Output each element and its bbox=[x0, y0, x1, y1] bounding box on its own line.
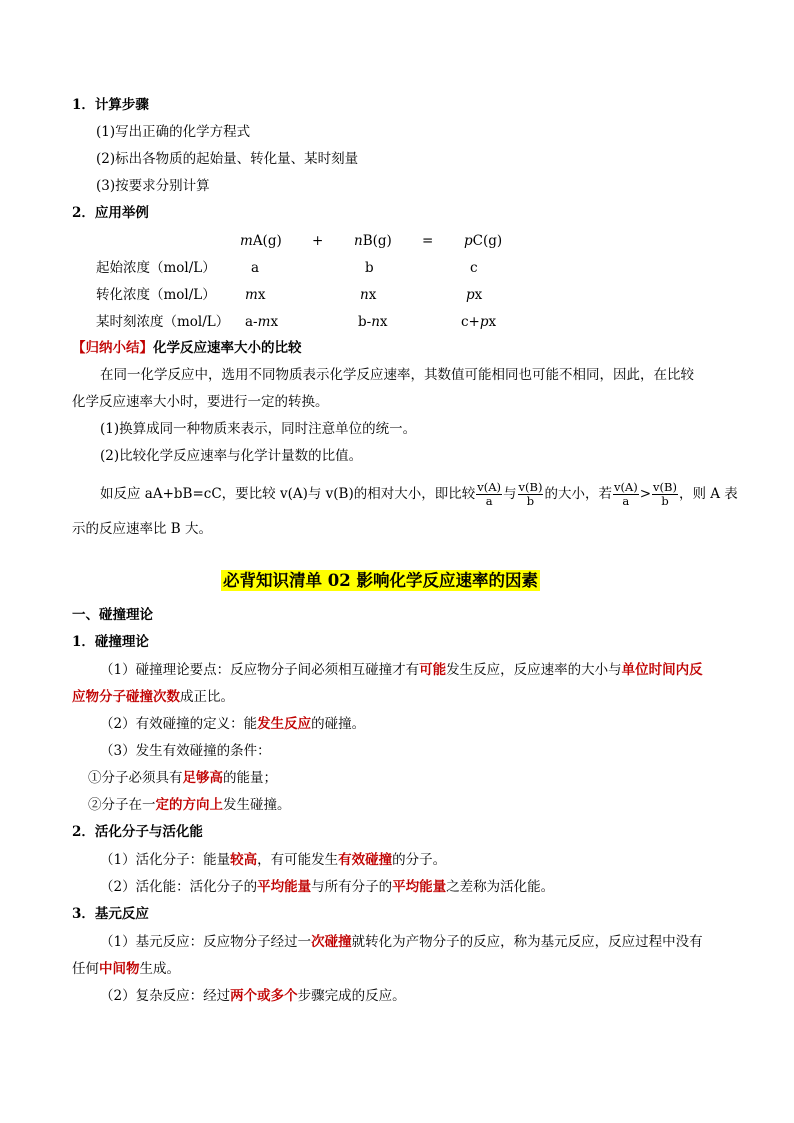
summary-tag: 【归纳小结】 bbox=[72, 340, 153, 356]
summary-para-2: (1)换算成同一种物质来表示，同时注意单位的统一。 bbox=[100, 421, 417, 437]
cell-moment-c: c+px bbox=[461, 314, 497, 330]
eq-term-b: nB(g) bbox=[354, 233, 392, 249]
heading-elementary-reaction: 3．基元反应 bbox=[72, 906, 149, 922]
effective-collision-def: （2）有效碰撞的定义：能发生反应的碰撞。 bbox=[100, 716, 366, 732]
condition-2: ②分子在一定的方向上发生碰撞。 bbox=[88, 797, 291, 813]
fraction-vb-b: $\frac{v(B)}{b}$ bbox=[518, 480, 543, 508]
cell-moment-b: b-nx bbox=[358, 314, 388, 330]
summary-title: 化学反应速率大小的比较 bbox=[153, 340, 302, 356]
row-label-moment: 某时刻浓度（mol/L） bbox=[96, 314, 230, 330]
section-banner: 必背知识清单 02 影响化学反应速率的因素 bbox=[223, 571, 538, 590]
fraction-va-a: $\frac{v(A)}{a}$ bbox=[477, 480, 502, 508]
cell-initial-c: c bbox=[470, 260, 478, 276]
summary-heading bbox=[72, 339, 302, 357]
eq-term-a: mA(g) bbox=[240, 233, 282, 249]
heading-collision-theory: 一、碰撞理论 bbox=[72, 607, 153, 623]
step-1: (1)写出正确的化学方程式 bbox=[96, 124, 251, 140]
fraction-vb-b-2: $\frac{v(B)}{b}$ bbox=[653, 480, 677, 508]
summary-para-5: 示的反应速率比 B 大。 bbox=[72, 521, 213, 537]
eq-equals: = bbox=[422, 233, 434, 249]
summary-para-4: 如反应 aA+bB=cC，要比较 v(A)与 v(B)的相对大小，即比较 $\frac{v(A)}{a}$ 与 $\frac{v(B)}{b}$ 的大小，若 $\frac{v(A)}{a}$ > $\frac{v(B)}{b}$ ，则 A 表 bbox=[100, 480, 738, 508]
condition-1: ①分子必须具有足够高的能量； bbox=[88, 770, 277, 786]
cell-converted-b: nx bbox=[360, 287, 377, 303]
cell-converted-a: mx bbox=[245, 287, 266, 303]
eq-plus: + bbox=[312, 233, 324, 249]
collision-line-2: 应物分子碰撞次数成正比。 bbox=[72, 689, 234, 705]
cell-moment-a: a-mx bbox=[245, 314, 279, 330]
effective-collision-conditions: （3）发生有效碰撞的条件： bbox=[100, 743, 271, 759]
step-3: (3)按要求分别计算 bbox=[96, 178, 210, 194]
elementary-reaction-line-2: 任何中间物生成。 bbox=[72, 961, 180, 977]
collision-line-1: （1）碰撞理论要点：反应物分子间必须相互碰撞才有可能发生反应，反应速率的大小与单位时间内反 bbox=[100, 662, 703, 678]
heading-calc-steps: 1．计算步骤 bbox=[72, 97, 149, 113]
row-label-converted: 转化浓度（mol/L） bbox=[96, 287, 216, 303]
summary-para-1a: 在同一化学反应中，选用不同物质表示化学反应速率，其数值可能相同也可能不相同，因此，在比较 bbox=[100, 367, 694, 383]
heading-activation: 2．活化分子与活化能 bbox=[72, 824, 203, 840]
cell-initial-a: a bbox=[251, 260, 260, 276]
complex-reaction-def: （2）复杂反应：经过两个或多个步骤完成的反应。 bbox=[100, 988, 406, 1004]
eq-term-c: pC(g) bbox=[464, 233, 503, 249]
fraction-va-a-2: $\frac{v(A)}{a}$ bbox=[613, 480, 638, 508]
activation-energy-def: （2）活化能：活化分子的平均能量与所有分子的平均能量之差称为活化能。 bbox=[100, 879, 555, 895]
elementary-reaction-line-1: （1）基元反应：反应物分子经过一次碰撞就转化为产物分子的反应，称为基元反应，反应过程中没有 bbox=[100, 934, 703, 950]
row-label-initial: 起始浓度（mol/L） bbox=[96, 260, 216, 276]
cell-converted-c: px bbox=[466, 287, 483, 303]
cell-initial-b: b bbox=[365, 260, 374, 276]
summary-para-1b: 化学反应速率大小时，要进行一定的转换。 bbox=[72, 394, 329, 410]
activated-molecule-def: （1）活化分子：能量较高，有可能发生有效碰撞的分子。 bbox=[100, 852, 447, 868]
heading-collision-1: 1．碰撞理论 bbox=[72, 634, 149, 650]
step-2: (2)标出各物质的起始量、转化量、某时刻量 bbox=[96, 151, 359, 167]
heading-example: 2．应用举例 bbox=[72, 205, 149, 221]
summary-para-3: (2)比较化学反应速率与化学计量数的比值。 bbox=[100, 448, 363, 464]
